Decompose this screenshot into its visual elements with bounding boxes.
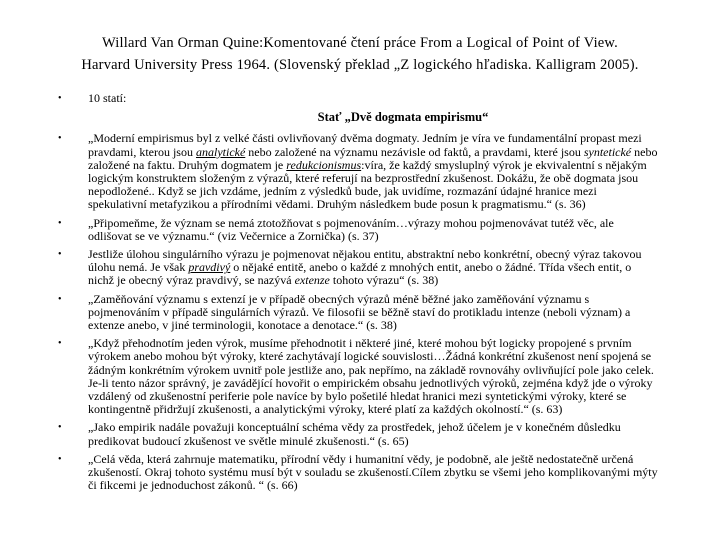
bullet-icon: • <box>58 338 62 350</box>
quote-text: „Připomeňme, že význam se nemá ztotožňovat s pojmenováním…výrazy mohou pojmenovávat tutéž věc, ale odlišovat se ve významu.“ (viz Večernice a Zornička) (s. 37) <box>88 215 614 243</box>
list-item-intro <box>58 92 658 124</box>
bullet-icon: • <box>58 93 62 104</box>
quote-list <box>58 92 658 492</box>
quote-text-part: tohoto výrazu“ (s. 38) <box>329 273 439 288</box>
document-title <box>0 32 720 76</box>
bullet-icon: • <box>58 133 62 145</box>
section-title: Stať „Dvě dogmata empirismu“ <box>317 110 489 125</box>
list-item <box>58 248 658 288</box>
quote-text-part: nebo založené na faktu. Druhým dogmatem je <box>88 144 658 172</box>
quote-text: „Když přehodnotím jeden výrok, musíme přehodnotit i některé jiné, které mohou být logicky propojené s prvním výrokem anebo mohou být výroky, které zachytávají logické souvislosti…Žádná konkrétní zkušenost není spojená se žádným konkrétním výrokem uvnitř pole jestliže ano, pak nepřímo, na základě rovnováhy ovlivňující pole jako celek. Je-li tento názor správný, je zavádějící hovořit o empirickém obsahu jednotlivých výroků, zejména když jde o výroky vzdálený od zkušenostní periferie pole navíce by bylo pošetilé hledat hranici mezi syntetickými výroky, které se kontingentně přidržují zkušenosti, a analytickými výroky, které platí za každých okolností.“ (s. 63) <box>88 336 654 417</box>
quote-text-part: :víra, že každý smysluplný výrok je ekvivalentní s nějakým logickým konstruktem složeným z výrazů, které referují na bezprostřední zkušenost. Dokážu, že obě dogmata jsou nepodložené.. Když se jich vzdáme, jedním z výsledků bude, jak uvidíme, rozmazání údajné hranice mezi spekulativní metafyzikou a přírodními vědami. Druhým následkem bude posun k pragmatismu.“ (s. 36) <box>88 157 647 212</box>
title-line-1: Willard Van Orman Quine:Komentované čtení práce From a Logical of Point of View. <box>101 35 618 51</box>
bullet-icon: • <box>58 422 62 434</box>
term-reductionism: redukcionismus <box>286 157 362 172</box>
quote-text: „Celá věda, která zahrnuje matematiku, přírodní vědy i humanitní vědy, je podobně, ale ještě nedostatečně určená zkušeností. Okraj tohoto systému musí být v souladu se zkušeností.Cílem zbytku se všemi jeho komplikovanými mýty či fikcemi je jednoduchost zákonů. “ (s. 66) <box>88 451 658 493</box>
term-analytic: analytické <box>195 144 246 159</box>
list-item <box>58 217 658 243</box>
term-true: pravdivý <box>188 260 231 275</box>
bullet-icon: • <box>58 217 62 229</box>
quote-text: „Zaměňování významu s extenzí je v případě obecných výrazů méně běžné jako zaměňování významu s pojmenováním v případě singulárních výrazů. Ve filosofii se běžně staví do protikladu intenze (neboli význam) a extenze anebo, v jiné terminologii, konotace a denotace.“ (s. 38) <box>88 291 631 333</box>
quote-text-part: nebo založené na významu nezávisle od faktů, a pravdami, které jsou <box>245 144 584 159</box>
list-item <box>58 421 658 447</box>
list-item <box>58 337 658 416</box>
bullet-icon: • <box>58 453 62 465</box>
quote-text-part: „Moderní empirismus byl z velké části ovlivňovaný dvěma dogmaty. Jedním je víra ve fundamentální propast mezi pravdami, kterou jsou <box>88 131 642 159</box>
title-line-2: Harvard University Press 1964. (Slovenský překlad „Z logického hľadiska. Kalligram 2005). <box>81 57 639 73</box>
intro-text: 10 statí: <box>88 91 127 105</box>
bullet-icon: • <box>58 293 62 305</box>
quote-text: „Jako empirik nadále považuji konceptuální schéma vědy za prostředek, jehož účelem je v konečném důsledku predikovat budoucí zkušenost ve světle minulé zkušenosti.“ (s. 65) <box>88 420 621 448</box>
quote-text-part: o nějaké entitě, anebo o každé z mnohých entit, anebo o žádné. Třída všech entit, o nichž je obecný výraz pravdivý, se nazývá <box>88 260 632 288</box>
list-item <box>58 453 658 493</box>
list-item <box>58 293 658 333</box>
term-synthetic: syntetické <box>583 144 632 159</box>
term-extension: extenze <box>294 273 330 288</box>
list-item <box>58 132 658 211</box>
bullet-icon: • <box>58 249 62 261</box>
quote-text-part: Jestliže úlohou singulárního výrazu je pojmenovat nějakou entitu, abstraktní nebo konkrétní, obecný výraz takovou úlohu nemá. Je však <box>88 247 642 275</box>
